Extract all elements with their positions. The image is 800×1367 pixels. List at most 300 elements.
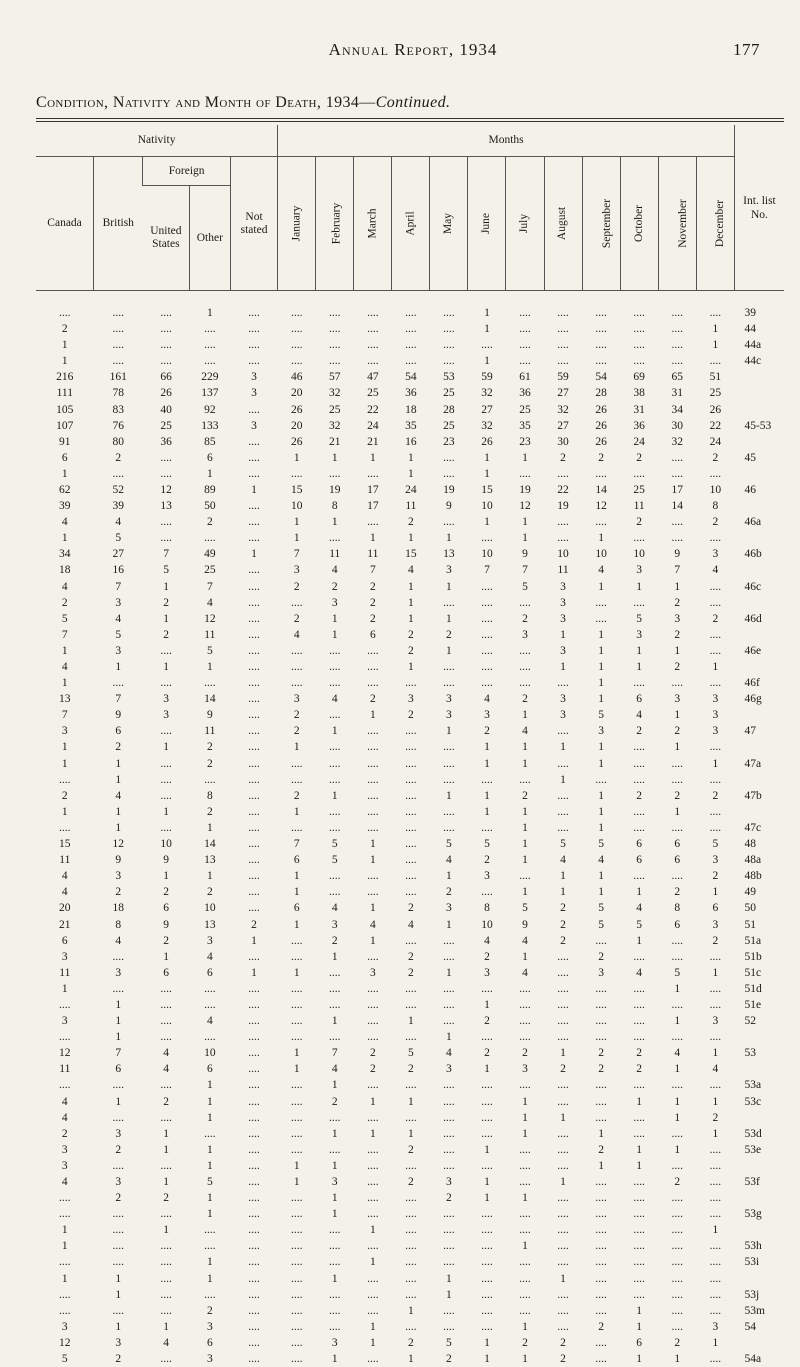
cell-intl-list-no: 45: [734, 450, 784, 466]
cell-canada: 2: [36, 788, 94, 804]
table-row: [36, 997, 784, 1013]
cell-december: 4: [696, 1061, 734, 1077]
cell-british: 1: [94, 997, 143, 1013]
cell-april: 1: [392, 611, 430, 627]
cell-british: 18: [94, 900, 143, 916]
cell-september: 12: [582, 498, 620, 514]
cell-february: 4: [316, 562, 354, 578]
cell-march: 6: [354, 627, 392, 643]
cell-august: 1: [544, 659, 582, 675]
cell-november: ....: [658, 1158, 696, 1174]
cell-other: 6: [189, 450, 230, 466]
cell-united-states: 9: [143, 916, 189, 932]
cell-march: ....: [354, 1077, 392, 1093]
nativity-header: Nativity: [36, 125, 278, 157]
cell-june: 2: [468, 1013, 506, 1029]
cell-november: ....: [658, 321, 696, 337]
running-head: [66, 40, 760, 64]
cell-june: 1: [468, 514, 506, 530]
canada-header: Canada: [36, 157, 94, 291]
cell-december: 2: [696, 788, 734, 804]
cell-united-states: ....: [143, 643, 189, 659]
cell-canada: 1: [36, 530, 94, 546]
cell-march: ....: [354, 1206, 392, 1222]
cell-october: 3: [620, 627, 658, 643]
cell-canada: 1: [36, 981, 94, 997]
cell-not-stated: ....: [230, 434, 277, 450]
cell-october: 36: [620, 418, 658, 434]
table-row: [36, 1271, 784, 1287]
cell-november: ....: [658, 1254, 696, 1270]
cell-not-stated: ....: [230, 659, 277, 675]
cell-other: 85: [189, 434, 230, 450]
cell-august: ....: [544, 1077, 582, 1093]
cell-december: 25: [696, 385, 734, 401]
cell-not-stated: ....: [230, 1254, 277, 1270]
cell-january: ....: [278, 1126, 316, 1142]
cell-february: 4: [316, 691, 354, 707]
month-header-october: [620, 157, 658, 291]
cell-february: 3: [316, 595, 354, 611]
cell-october: 10: [620, 546, 658, 562]
cell-february: 4: [316, 900, 354, 916]
cell-not-stated: ....: [230, 852, 277, 868]
table-row: [36, 1351, 784, 1367]
cell-july: ....: [506, 772, 544, 788]
cell-united-states: ....: [143, 321, 189, 337]
cell-april: ....: [392, 739, 430, 755]
month-label-december: December: [714, 200, 727, 247]
cell-british: ....: [94, 291, 143, 322]
intl-list-header: [734, 125, 784, 291]
cell-canada: 11: [36, 965, 94, 981]
cell-united-states: ....: [143, 756, 189, 772]
cell-not-stated: ....: [230, 1126, 277, 1142]
cell-october: 31: [620, 401, 658, 417]
cell-may: 3: [430, 1061, 468, 1077]
cell-british: ....: [94, 1110, 143, 1126]
cell-july: ....: [506, 321, 544, 337]
cell-november: 1: [658, 707, 696, 723]
cell-december: ....: [696, 804, 734, 820]
cell-march: ....: [354, 1303, 392, 1319]
cell-july: ....: [506, 1142, 544, 1158]
cell-may: ....: [430, 1222, 468, 1238]
cell-december: ....: [696, 949, 734, 965]
cell-september: 26: [582, 401, 620, 417]
month-label-november: November: [676, 199, 689, 248]
cell-not-stated: ....: [230, 595, 277, 611]
cell-december: ....: [696, 1206, 734, 1222]
cell-september: 54: [582, 369, 620, 385]
cell-not-stated: 3: [230, 369, 277, 385]
cell-canada: ....: [36, 1287, 94, 1303]
cell-november: 1: [658, 1013, 696, 1029]
cell-may: ....: [430, 1126, 468, 1142]
cell-march: 2: [354, 1045, 392, 1061]
cell-july: 7: [506, 562, 544, 578]
cell-united-states: ....: [143, 1303, 189, 1319]
cell-july: 1: [506, 514, 544, 530]
cell-british: 80: [94, 434, 143, 450]
cell-other: 6: [189, 1335, 230, 1351]
cell-april: 1: [392, 659, 430, 675]
cell-november: 6: [658, 852, 696, 868]
cell-july: ....: [506, 1254, 544, 1270]
cell-other: 5: [189, 643, 230, 659]
cell-october: 1: [620, 1351, 658, 1367]
cell-october: 2: [620, 1045, 658, 1061]
cell-april: 2: [392, 514, 430, 530]
cell-august: 1: [544, 868, 582, 884]
table-row: [36, 1013, 784, 1029]
cell-canada: ....: [36, 772, 94, 788]
cell-august: 4: [544, 852, 582, 868]
cell-british: 1: [94, 1029, 143, 1045]
cell-may: ....: [430, 756, 468, 772]
cell-october: ....: [620, 981, 658, 997]
month-header-february: [316, 157, 354, 291]
cell-november: 17: [658, 482, 696, 498]
cell-april: ....: [392, 804, 430, 820]
cell-february: ....: [316, 659, 354, 675]
cell-british: 78: [94, 385, 143, 401]
cell-december: 3: [696, 723, 734, 739]
cell-intl-list-no: [734, 1190, 784, 1206]
cell-may: ....: [430, 739, 468, 755]
cell-january: 10: [278, 498, 316, 514]
cell-december: ....: [696, 739, 734, 755]
cell-september: 2: [582, 949, 620, 965]
table-row: [36, 1045, 784, 1061]
cell-canada: 1: [36, 353, 94, 369]
cell-intl-list-no: 51: [734, 916, 784, 932]
cell-united-states: ....: [143, 1110, 189, 1126]
cell-september: 1: [582, 1158, 620, 1174]
cell-may: 1: [430, 965, 468, 981]
cell-other: 9: [189, 707, 230, 723]
cell-february: 1: [316, 1206, 354, 1222]
cell-august: ....: [544, 820, 582, 836]
cell-intl-list-no: [734, 772, 784, 788]
cell-january: ....: [278, 1351, 316, 1367]
top-rule-double: [36, 121, 784, 122]
cell-august: ....: [544, 788, 582, 804]
cell-december: 4: [696, 562, 734, 578]
cell-canada: 11: [36, 1061, 94, 1077]
cell-july: ....: [506, 1013, 544, 1029]
cell-canada: 1: [36, 739, 94, 755]
cell-march: ....: [354, 1013, 392, 1029]
cell-united-states: 26: [143, 385, 189, 401]
cell-november: 1: [658, 1061, 696, 1077]
cell-january: 3: [278, 691, 316, 707]
cell-november: 2: [658, 788, 696, 804]
cell-january: 2: [278, 707, 316, 723]
cell-july: 9: [506, 546, 544, 562]
cell-other: 1: [189, 1110, 230, 1126]
cell-november: 2: [658, 659, 696, 675]
cell-march: 1: [354, 1335, 392, 1351]
month-label-july: July: [519, 214, 532, 233]
cell-april: 11: [392, 498, 430, 514]
cell-december: ....: [696, 1077, 734, 1093]
cell-february: ....: [316, 1222, 354, 1238]
cell-june: 1: [468, 1335, 506, 1351]
cell-june: ....: [468, 1094, 506, 1110]
cell-december: 1: [696, 321, 734, 337]
cell-canada: ....: [36, 1206, 94, 1222]
cell-january: ....: [278, 337, 316, 353]
table-row: [36, 1335, 784, 1351]
cell-canada: 3: [36, 1158, 94, 1174]
cell-november: 1: [658, 579, 696, 595]
cell-december: 1: [696, 756, 734, 772]
cell-june: 1: [468, 1174, 506, 1190]
cell-june: ....: [468, 659, 506, 675]
cell-canada: 3: [36, 949, 94, 965]
cell-july: ....: [506, 1206, 544, 1222]
table-row: [36, 611, 784, 627]
cell-february: 1: [316, 1158, 354, 1174]
cell-not-stated: ....: [230, 530, 277, 546]
cell-may: 2: [430, 1190, 468, 1206]
cell-not-stated: ....: [230, 514, 277, 530]
cell-april: 1: [392, 450, 430, 466]
cell-canada: 3: [36, 1142, 94, 1158]
cell-march: 17: [354, 482, 392, 498]
cell-october: 4: [620, 965, 658, 981]
cell-june: ....: [468, 579, 506, 595]
cell-united-states: ....: [143, 675, 189, 691]
cell-may: ....: [430, 514, 468, 530]
table-row: [36, 418, 784, 434]
cell-december: ....: [696, 981, 734, 997]
cell-june: ....: [468, 981, 506, 997]
cell-british: 7: [94, 691, 143, 707]
cell-january: ....: [278, 1271, 316, 1287]
cell-february: ....: [316, 1303, 354, 1319]
cell-march: 1: [354, 1222, 392, 1238]
table-row: [36, 1287, 784, 1303]
cell-january: ....: [278, 1110, 316, 1126]
table-row: [36, 965, 784, 981]
cell-april: ....: [392, 756, 430, 772]
cell-united-states: 6: [143, 965, 189, 981]
cell-january: 20: [278, 418, 316, 434]
cell-may: ....: [430, 659, 468, 675]
cell-november: 6: [658, 836, 696, 852]
cell-british: 83: [94, 401, 143, 417]
table-row: [36, 1174, 784, 1190]
cell-november: ....: [658, 997, 696, 1013]
cell-april: ....: [392, 291, 430, 322]
cell-october: 6: [620, 691, 658, 707]
month-header-january: [278, 157, 316, 291]
cell-february: 8: [316, 498, 354, 514]
cell-british: 3: [94, 643, 143, 659]
cell-intl-list-no: 51b: [734, 949, 784, 965]
cell-november: 7: [658, 562, 696, 578]
cell-august: ....: [544, 1029, 582, 1045]
cell-united-states: ....: [143, 337, 189, 353]
cell-july: 2: [506, 788, 544, 804]
cell-not-stated: ....: [230, 611, 277, 627]
cell-october: 69: [620, 369, 658, 385]
cell-not-stated: ....: [230, 1110, 277, 1126]
cell-november: 1: [658, 643, 696, 659]
cell-march: 2: [354, 1061, 392, 1077]
table-row: [36, 514, 784, 530]
cell-august: ....: [544, 1126, 582, 1142]
cell-intl-list-no: 39: [734, 291, 784, 322]
cell-june: 2: [468, 723, 506, 739]
cell-february: ....: [316, 321, 354, 337]
cell-february: ....: [316, 739, 354, 755]
table-row: [36, 643, 784, 659]
cell-march: ....: [354, 1190, 392, 1206]
cell-june: ....: [468, 627, 506, 643]
cell-february: ....: [316, 981, 354, 997]
cell-june: 1: [468, 1351, 506, 1367]
cell-december: 8: [696, 498, 734, 514]
cell-march: ....: [354, 643, 392, 659]
cell-august: ....: [544, 965, 582, 981]
cell-december: 10: [696, 482, 734, 498]
cell-british: 39: [94, 498, 143, 514]
cell-united-states: ....: [143, 1206, 189, 1222]
cell-june: 10: [468, 498, 506, 514]
cell-british: 1: [94, 772, 143, 788]
cell-november: ....: [658, 1029, 696, 1045]
cell-not-stated: ....: [230, 1303, 277, 1319]
cell-april: 2: [392, 1061, 430, 1077]
cell-not-stated: ....: [230, 579, 277, 595]
table-row: [36, 739, 784, 755]
cell-november: 31: [658, 385, 696, 401]
cell-november: ....: [658, 530, 696, 546]
cell-november: ....: [658, 1077, 696, 1093]
cell-september: ....: [582, 337, 620, 353]
cell-canada: 6: [36, 450, 94, 466]
cell-united-states: 7: [143, 546, 189, 562]
months-header: Months: [278, 125, 735, 157]
cell-june: 32: [468, 385, 506, 401]
cell-united-states: ....: [143, 530, 189, 546]
cell-october: 1: [620, 1303, 658, 1319]
month-label-april: April: [404, 211, 417, 235]
cell-july: 1: [506, 530, 544, 546]
table-row: [36, 820, 784, 836]
cell-intl-list-no: 53a: [734, 1077, 784, 1093]
cell-canada: 5: [36, 1351, 94, 1367]
cell-october: ....: [620, 291, 658, 322]
cell-november: ....: [658, 1271, 696, 1287]
table-row: [36, 723, 784, 739]
table-row: [36, 1190, 784, 1206]
cell-intl-list-no: 54a: [734, 1351, 784, 1367]
cell-british: 6: [94, 723, 143, 739]
cell-june: ....: [468, 611, 506, 627]
cell-may: 3: [430, 562, 468, 578]
cell-january: ....: [278, 772, 316, 788]
cell-other: 7: [189, 579, 230, 595]
cell-february: 19: [316, 482, 354, 498]
cell-not-stated: ....: [230, 675, 277, 691]
cell-july: ....: [506, 675, 544, 691]
cell-canada: 2: [36, 1126, 94, 1142]
cell-march: ....: [354, 756, 392, 772]
cell-british: ....: [94, 949, 143, 965]
cell-not-stated: ....: [230, 949, 277, 965]
cell-intl-list-no: 45-53: [734, 418, 784, 434]
cell-july: ....: [506, 1287, 544, 1303]
cell-united-states: 1: [143, 949, 189, 965]
cell-october: ....: [620, 1190, 658, 1206]
cell-december: ....: [696, 1351, 734, 1367]
cell-not-stated: ....: [230, 1174, 277, 1190]
cell-other: ....: [189, 530, 230, 546]
cell-november: ....: [658, 675, 696, 691]
cell-united-states: 1: [143, 579, 189, 595]
cell-united-states: 1: [143, 1222, 189, 1238]
cell-not-stated: 1: [230, 965, 277, 981]
cell-november: 8: [658, 900, 696, 916]
cell-may: 1: [430, 611, 468, 627]
cell-february: ....: [316, 772, 354, 788]
cell-intl-list-no: [734, 530, 784, 546]
cell-intl-list-no: [734, 369, 784, 385]
cell-february: 1: [316, 1077, 354, 1093]
cell-february: 1: [316, 1190, 354, 1206]
cell-september: 2: [582, 450, 620, 466]
cell-united-states: ....: [143, 450, 189, 466]
cell-august: 3: [544, 643, 582, 659]
cell-july: 1: [506, 1351, 544, 1367]
cell-september: 4: [582, 562, 620, 578]
cell-august: 2: [544, 916, 582, 932]
cell-january: 15: [278, 482, 316, 498]
cell-october: ....: [620, 1110, 658, 1126]
cell-canada: 1: [36, 466, 94, 482]
cell-april: ....: [392, 1206, 430, 1222]
cell-january: 1: [278, 965, 316, 981]
cell-british: ....: [94, 981, 143, 997]
cell-june: 10: [468, 546, 506, 562]
cell-november: ....: [658, 353, 696, 369]
cell-other: ....: [189, 1238, 230, 1254]
cell-september: 26: [582, 434, 620, 450]
cell-september: ....: [582, 1287, 620, 1303]
cell-february: 25: [316, 401, 354, 417]
cell-united-states: 10: [143, 836, 189, 852]
cell-september: ....: [582, 291, 620, 322]
cell-intl-list-no: [734, 562, 784, 578]
cell-april: ....: [392, 353, 430, 369]
cell-other: 2: [189, 884, 230, 900]
cell-december: 1: [696, 1094, 734, 1110]
month-label-september: September: [601, 199, 614, 248]
cell-not-stated: ....: [230, 804, 277, 820]
cell-september: ....: [582, 1190, 620, 1206]
cell-british: 1: [94, 1013, 143, 1029]
table-row: [36, 385, 784, 401]
cell-march: ....: [354, 1029, 392, 1045]
cell-june: 1: [468, 1142, 506, 1158]
cell-british: 3: [94, 1126, 143, 1142]
cell-january: 46: [278, 369, 316, 385]
cell-june: 1: [468, 1061, 506, 1077]
